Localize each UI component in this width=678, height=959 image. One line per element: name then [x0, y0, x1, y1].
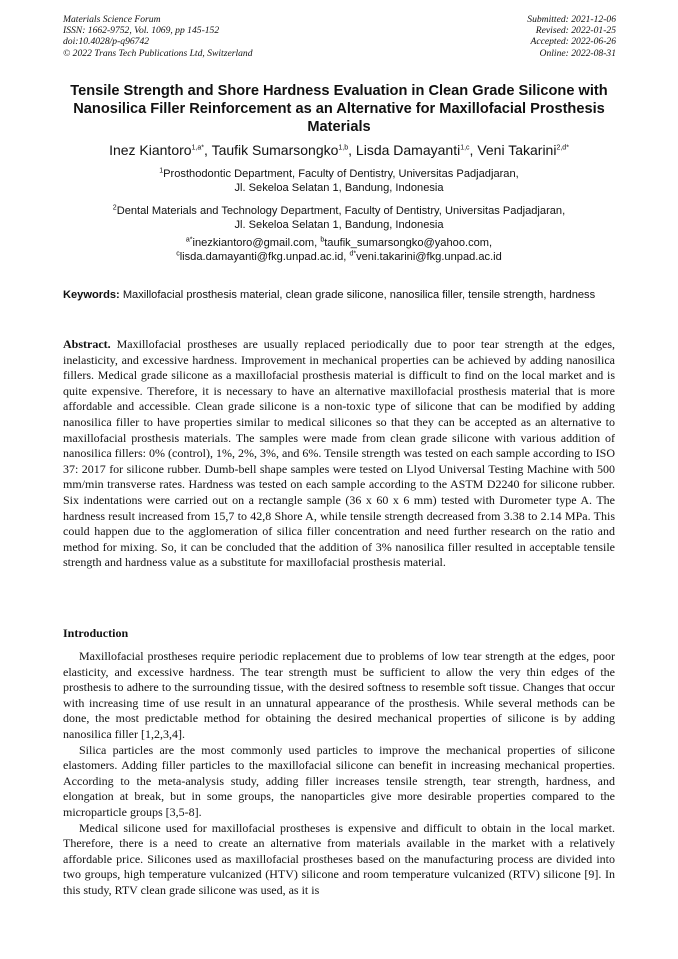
paragraph: Silica particles are the most commonly used particles to improve the mechanical properties of silicone elastomers. Adding filler particles to the maxillofacial silicone can benefit in increasing mechanical properties. According to the meta-analysis study, adding filler increases tensile strength, tear strength, hardness, and elongation at break, but in some groups, the nanoparticles give more desirable properties compared to the microparticle groups [3,5-8]. [63, 742, 615, 819]
affiliation-line: Dental Materials and Technology Department, Faculty of Dentistry, Universitas Padjadjaran, [116, 205, 566, 217]
affiliation-line: Prosthodontic Department, Faculty of Dentistry, Universitas Padjadjaran, [163, 168, 519, 180]
email-link[interactable]: taufik_sumarsongko@yahoo.com [324, 237, 490, 249]
paragraph: Medical silicone used for maxillofacial prostheses is expensive and difficult to obtain in the local market. Therefore, there is a need to create an alternative from materials available in the market with a relatively affordable price. Silicones used as maxillofacial prostheses based on the manufacturing process are divided into two groups, high temperature vulcanized (HTV) silicone and room temperature vulcanized (RTV) silicone [9]. In this study, RTV clean grade silicone was used, as it is [63, 820, 615, 897]
email-marker: a* [185, 236, 193, 244]
author-name: Lisda Damayanti [355, 142, 461, 158]
abstract-text: Maxillofacial prostheses are usually replaced periodically due to poor tear strength at the edges, inelasticity, and excessive hardness. Improvement in mechanical properties can be achieved by adding nanosilica fillers. Medical grade silicone as a maxillofacial prosthesis material is difficult to find on the local market and is quite expensive. Therefore, it is necessary to have an alternative maxillofacial prosthesis material that is more affordable and accessible. Clean grade silicone is a non-toxic type of silicone that can be modified by adding nanosilica filler to have properties similar to medical silicones so that they can be accepted as an alternative to maxillofacial prosthesis materials. The samples were made from clean grade silicone with various addition of nanosilica fillers: 0% (control), 1%, 2%, 3%, and 6%. Tensile strength was tested on each sample according to ISO 37: 2017 for silicone rubber. Dumb-bell shape samples were tested on Llyod Universal Testing Machine with 500 mm/min transverse rates. Hardness was tested on each sample according to the ASTM D2240 for silicone rubber. Six indentations were carried out on a rectangle sample (36 x 60 x 6 mm) tested with Durometer type A. The hardness result increased from 15,7 to 42,8 Shore A, while tensile strength decreased from 3.38 to 2.14 MPa. This could happen due to the agglomeration of silica filler concentration and need further research on the ratio and method for mixing. So, it can be concluded that the addition of 3% nanosilica filler resulted in acceptable tensile strength and hardness value as a substitute for maxillofacial prosthesis material. [63, 337, 615, 570]
email-link[interactable]: veni.takarini@fkg.unpad.ac.id [356, 250, 502, 263]
date-revised: Revised: 2022-01-25 [535, 25, 616, 37]
abstract [63, 337, 615, 571]
affiliation-line: Jl. Sekeloa Selatan 1, Bandung, Indonesia [234, 218, 444, 231]
email-marker: b [320, 236, 325, 244]
email-marker: d* [349, 249, 357, 257]
journal-copyright: © 2022 Trans Tech Publications Ltd, Switzerland [63, 47, 253, 59]
abstract-label: Abstract. [63, 337, 111, 351]
section-heading-introduction: Introduction [63, 626, 129, 640]
keywords [63, 289, 615, 303]
date-accepted: Accepted: 2022-06-26 [530, 36, 616, 48]
email-link[interactable]: inezkiantoro@gmail.com [192, 237, 315, 249]
affiliation-line: Jl. Sekeloa Selatan 1, Bandung, Indonesia [234, 181, 444, 194]
author-name: Veni Takarini [477, 142, 557, 158]
date-online: Online: 2022-08-31 [539, 47, 616, 59]
paper-title: Tensile Strength and Shore Hardness Evaluation in Clean Grade Silicone with Nanosilica Filler Reinforcement as an Alternative for Maxillofacial Prosthesis Materials [70, 83, 608, 135]
author-affiliation-marker: 1,a* [191, 144, 205, 152]
journal-issn: ISSN: 1662-9752, Vol. 1069, pp 145-152 [63, 25, 220, 37]
author-emails: $^{a*}$inezkiantoro@gmail.com, $^b$taufik_sumarsongko@yahoo.com, $^c$lisda.damayanti@fkg.unpad.ac.id, $^{d*}$veni.takarini@fkg.unpad.ac.id [176, 236, 502, 263]
journal-name: Materials Science Forum [63, 14, 161, 25]
keywords-label: Keywords: [63, 289, 120, 301]
author-name: Inez Kiantoro [109, 142, 192, 158]
affiliation-1 [30, 168, 648, 195]
author-list: Inez Kiantoro$^{1,a*}$, Taufik Sumarsongko$^{1,b}$, Lisda Damayanti$^{1,c}$, Veni Takarini$^{2,d*}$ [109, 142, 569, 158]
affiliation-2 [30, 205, 648, 232]
email-marker: c [176, 249, 180, 257]
author-affiliation-marker: 1,c [460, 144, 470, 152]
date-submitted: Submitted: 2021-12-06 [527, 14, 616, 25]
introduction-body [63, 649, 615, 899]
journal-doi: doi:10.4028/p-q96742 [63, 36, 150, 48]
affiliation-marker: 2 [112, 204, 117, 212]
author-name: Taufik Sumarsongko [211, 142, 339, 158]
email-link[interactable]: lisda.damayanti@fkg.unpad.ac.id [179, 250, 344, 263]
paragraph: Maxillofacial prostheses require periodic replacement due to problems of low tear strength at the edges, poor elasticity, and excessive hardness. The tear strength must be sufficient to allow the very thin edges of the prosthesis to adhere to the surrounding tissue, with the desired softness to resemble soft tissue. Changes that occur with increasing time of use result in an unnatural appearance of the prosthesis. While several methods can be done, the most predictable method for obtaining the desired mechanical properties of silicone is by adding nanosilica filler [1,2,3,4]. [63, 649, 615, 741]
author-affiliation-marker: 1,b [338, 144, 349, 152]
author-affiliation-marker: 2,d* [556, 144, 569, 152]
affiliation-marker: 1 [159, 167, 164, 175]
keywords-text: Maxillofacial prosthesis material, clean grade silicone, nanosilica filler, tensile strength, hardness [122, 289, 596, 301]
journal-info [63, 14, 253, 59]
submission-dates [527, 14, 616, 59]
